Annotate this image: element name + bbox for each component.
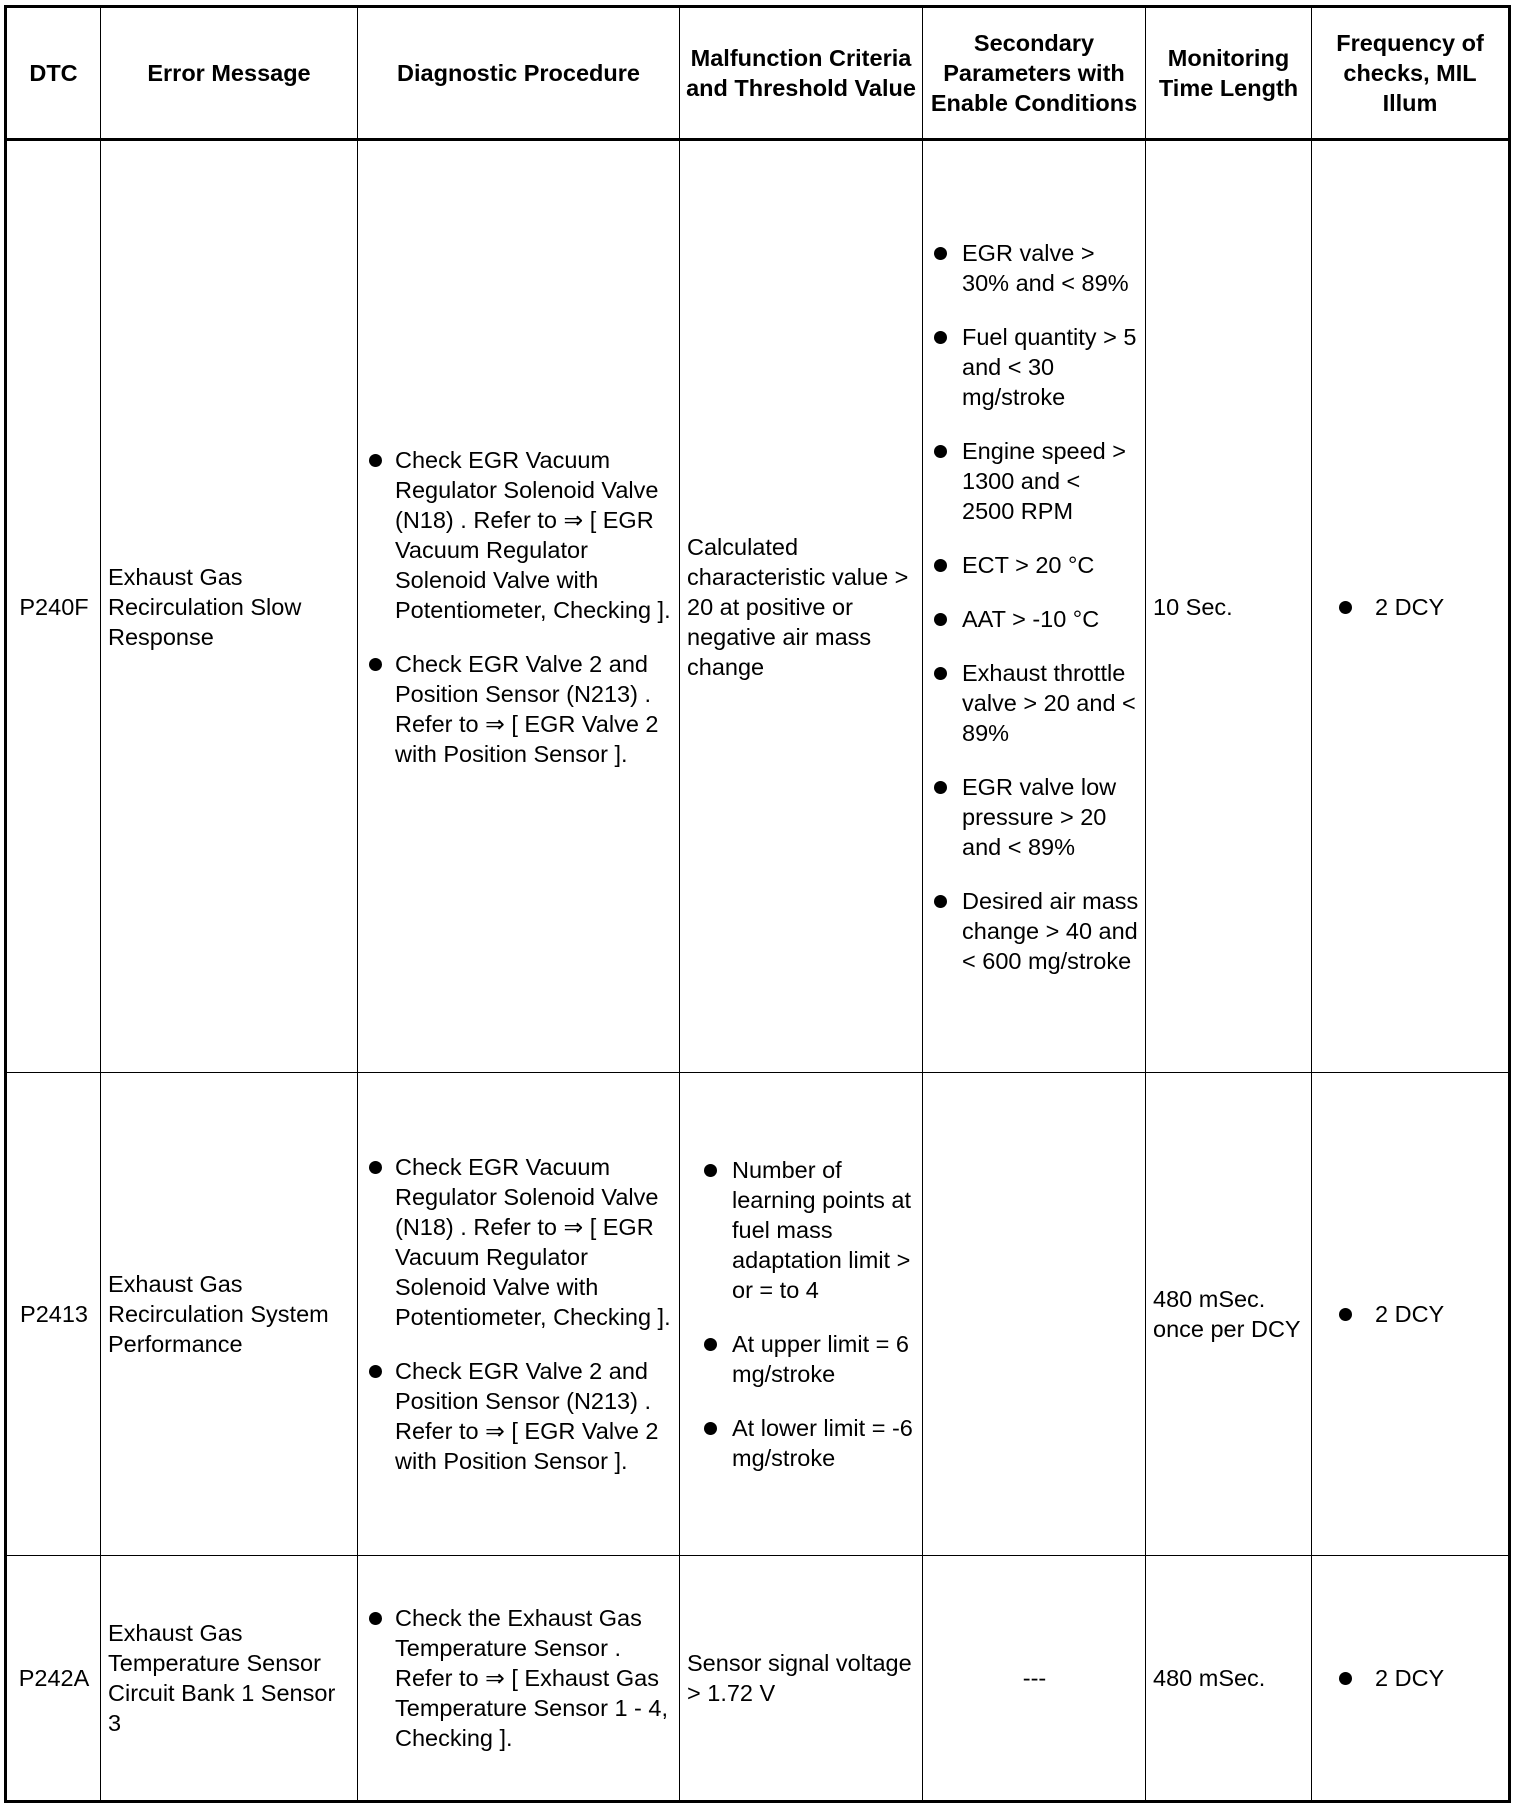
malfunction-criteria: Sensor signal voltage > 1.72 V: [680, 1556, 923, 1802]
list-item: Desired air mass change > 40 and < 600 mg/stroke: [930, 886, 1139, 976]
malfunction-criteria: [680, 1073, 923, 1556]
list-item: Check EGR Vacuum Regulator Solenoid Valve (N18) . Refer to ⇒ [ EGR Vacuum Regulator Solenoid Valve with Potentiometer, Checking ].: [365, 1152, 673, 1332]
list-item: At upper limit = 6 mg/stroke: [700, 1329, 916, 1389]
procedure-list: [365, 1603, 673, 1753]
procedure-list: [365, 1152, 673, 1476]
list-item: Check EGR Vacuum Regulator Solenoid Valve (N18) . Refer to ⇒ [ EGR Vacuum Regulator Solenoid Valve with Potentiometer, Checking ].: [365, 445, 673, 625]
frequency-list: [1319, 1663, 1502, 1693]
list-item: Check EGR Valve 2 and Position Sensor (N213) . Refer to ⇒ [ EGR Valve 2 with Position Sensor ].: [365, 649, 673, 769]
secondary-parameters: [923, 140, 1146, 1073]
secondary-parameters: ---: [923, 1556, 1146, 1802]
error-message: Exhaust Gas Recirculation System Performance: [101, 1073, 358, 1556]
secondary-list: [930, 238, 1139, 976]
list-item: Exhaust throttle valve > 20 and < 89%: [930, 658, 1139, 748]
table-row: [6, 1073, 1510, 1556]
list-item: Engine speed > 1300 and < 2500 RPM: [930, 436, 1139, 526]
monitoring-time: 10 Sec.: [1146, 140, 1312, 1073]
header-frequency: Frequency of checks, MIL Illum: [1312, 7, 1510, 140]
diagnostic-procedure: [358, 1556, 680, 1802]
list-item: 2 DCY: [1319, 1299, 1502, 1329]
dtc-table: [4, 5, 1511, 1803]
header-error-message: Error Message: [101, 7, 358, 140]
malfunction-criteria: Calculated characteristic value > 20 at positive or negative air mass change: [680, 140, 923, 1073]
list-item: Number of learning points at fuel mass adaptation limit > or = to 4: [700, 1155, 916, 1305]
list-item: 2 DCY: [1319, 592, 1502, 622]
list-item: Check the Exhaust Gas Temperature Sensor . Refer to ⇒ [ Exhaust Gas Temperature Sensor 1 - 4, Checking ].: [365, 1603, 673, 1753]
monitoring-time: 480 mSec.: [1146, 1556, 1312, 1802]
list-item: 2 DCY: [1319, 1663, 1502, 1693]
monitoring-time: 480 mSec. once per DCY: [1146, 1073, 1312, 1556]
list-item: Check EGR Valve 2 and Position Sensor (N213) . Refer to ⇒ [ EGR Valve 2 with Position Sensor ].: [365, 1356, 673, 1476]
frequency: [1312, 1073, 1510, 1556]
header-monitoring-time: Monitoring Time Length: [1146, 7, 1312, 140]
list-item: EGR valve low pressure > 20 and < 89%: [930, 772, 1139, 862]
dtc-code: P2413: [6, 1073, 101, 1556]
header-row: [6, 7, 1510, 140]
frequency: [1312, 140, 1510, 1073]
table-row: [6, 140, 1510, 1073]
frequency-list: [1319, 1299, 1502, 1329]
frequency: [1312, 1556, 1510, 1802]
header-dtc: DTC: [6, 7, 101, 140]
list-item: ECT > 20 °C: [930, 550, 1139, 580]
table-row: [6, 1556, 1510, 1802]
diagnostic-procedure: [358, 140, 680, 1073]
header-malfunction-criteria: Malfunction Criteria and Threshold Value: [680, 7, 923, 140]
frequency-list: [1319, 592, 1502, 622]
dtc-code: P242A: [6, 1556, 101, 1802]
list-item: AAT > -10 °C: [930, 604, 1139, 634]
secondary-parameters: [923, 1073, 1146, 1556]
diagnostic-procedure: [358, 1073, 680, 1556]
header-secondary-parameters: Secondary Parameters with Enable Conditions: [923, 7, 1146, 140]
procedure-list: [365, 445, 673, 769]
header-diagnostic-procedure: Diagnostic Procedure: [358, 7, 680, 140]
error-message: Exhaust Gas Temperature Sensor Circuit Bank 1 Sensor 3: [101, 1556, 358, 1802]
list-item: EGR valve > 30% and < 89%: [930, 238, 1139, 298]
list-item: Fuel quantity > 5 and < 30 mg/stroke: [930, 322, 1139, 412]
error-message: Exhaust Gas Recirculation Slow Response: [101, 140, 358, 1073]
malfunction-list: [700, 1155, 916, 1473]
dtc-code: P240F: [6, 140, 101, 1073]
list-item: At lower limit = -6 mg/stroke: [700, 1413, 916, 1473]
